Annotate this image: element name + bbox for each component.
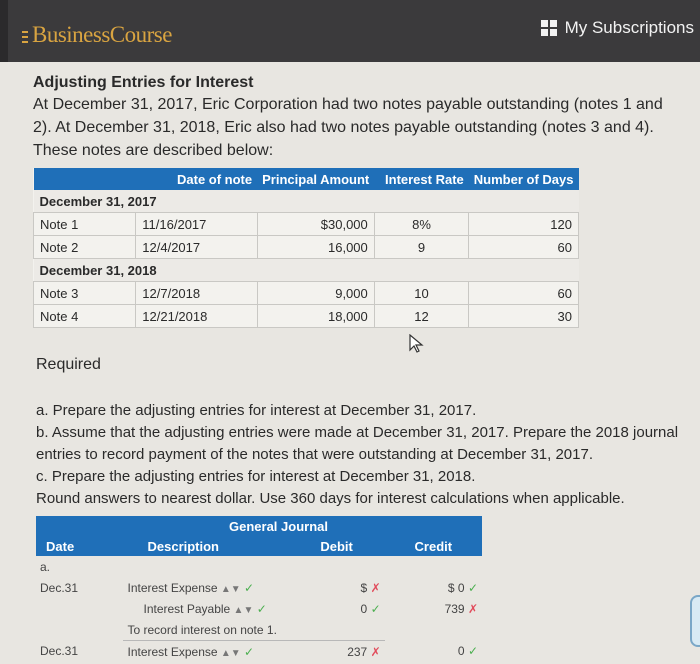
journal-credit-input[interactable] <box>385 641 482 663</box>
top-bar-edge <box>0 0 8 62</box>
journal-row <box>36 641 482 663</box>
problem-paragraph: At December 31, 2017, Eric Corporation had two notes payable outstanding (notes 1 and 2). At December 31, 2018, Eric also had two notes payable outstanding (notes 3 and 4). These notes are described below: <box>33 96 663 159</box>
instruction-round: Round answers to nearest dollar. Use 360 days for interest calculations when applicable. <box>36 490 625 507</box>
note-days: 30 <box>469 305 579 328</box>
note-principal: $30,000 <box>257 213 374 236</box>
note-name: Note 2 <box>34 236 136 259</box>
select-arrows-icon: ▲▼ <box>220 583 241 595</box>
instruction-c: c. Prepare the adjusting entries for interest at December 31, 2018. <box>36 468 476 485</box>
x-icon: ✗ <box>370 580 381 595</box>
group-row <box>34 190 579 213</box>
table-row <box>34 305 579 328</box>
journal-header-description: Description <box>123 536 288 556</box>
journal-account-select[interactable] <box>123 641 288 663</box>
note-days: 60 <box>469 236 579 259</box>
notes-header-row <box>34 168 579 190</box>
instructions <box>36 400 696 510</box>
check-icon: ✓ <box>467 580 478 595</box>
note-date: 11/16/2017 <box>136 213 257 236</box>
account-name: Interest Expense <box>127 580 218 595</box>
credit-value: 0 <box>457 644 465 659</box>
notes-header-days: Number of Days <box>469 168 579 190</box>
problem-title: Adjusting Entries for Interest <box>33 74 254 91</box>
journal-date-select[interactable]: Dec.31 <box>40 644 79 659</box>
note-rate: 12 <box>374 305 469 328</box>
journal-credit-input[interactable] <box>385 577 482 598</box>
journal-memo: To record interest on note 1. <box>123 619 384 641</box>
group-row <box>34 259 579 282</box>
x-icon: ✗ <box>370 644 381 659</box>
x-icon: ✗ <box>467 601 478 616</box>
debit-value: 237 <box>347 644 368 659</box>
note-rate: 8% <box>374 213 469 236</box>
journal-debit-input[interactable] <box>289 641 385 663</box>
check-icon: ✓ <box>244 580 255 595</box>
journal-row <box>36 598 482 619</box>
note-date: 12/7/2018 <box>136 282 257 305</box>
journal-debit-input[interactable] <box>289 577 385 598</box>
journal-section-label: a. <box>40 559 51 574</box>
instruction-a: a. Prepare the adjusting entries for interest at December 31, 2017. <box>36 402 477 419</box>
required-label: Required <box>36 356 101 373</box>
note-name: Note 1 <box>34 213 136 236</box>
journal-title: General Journal <box>36 516 482 536</box>
notes-header-principal: Principal Amount <box>257 168 374 190</box>
note-name: Note 3 <box>34 282 136 305</box>
journal-date-select[interactable] <box>36 598 123 619</box>
notes-header-empty <box>34 168 136 190</box>
note-rate: 10 <box>374 282 469 305</box>
notes-header-rate: Interest Rate <box>374 168 469 190</box>
note-principal: 9,000 <box>257 282 374 305</box>
credit-prefix: $ <box>447 580 455 595</box>
journal-date-select[interactable]: Dec.31 <box>40 580 79 595</box>
notes-table <box>33 168 579 328</box>
journal-header-date: Date <box>36 536 123 556</box>
my-subscriptions-link[interactable] <box>541 18 694 38</box>
scroll-handle[interactable] <box>690 595 700 647</box>
journal-memo-spacer <box>385 619 482 641</box>
note-days: 60 <box>469 282 579 305</box>
debit-value: 0 <box>360 601 368 616</box>
journal-header-debit: Debit <box>289 536 385 556</box>
check-icon: ✓ <box>256 601 267 616</box>
note-date: 12/4/2017 <box>136 236 257 259</box>
grid-icon <box>541 20 557 36</box>
journal-section-row <box>36 556 482 577</box>
journal-row <box>36 577 482 598</box>
check-icon: ✓ <box>467 644 478 659</box>
check-icon: ✓ <box>370 601 381 616</box>
note-name: Note 4 <box>34 305 136 328</box>
journal-account-select[interactable] <box>123 598 288 619</box>
table-row <box>34 282 579 305</box>
menu-icon[interactable] <box>22 28 28 46</box>
account-name: Interest Expense <box>127 644 218 659</box>
group-label: December 31, 2018 <box>34 259 579 282</box>
journal-memo-spacer <box>36 619 123 641</box>
journal-header-row <box>36 536 482 556</box>
group-label: December 31, 2017 <box>34 190 579 213</box>
account-name: Interest Payable <box>143 601 231 616</box>
mouse-cursor-icon <box>408 334 426 354</box>
note-rate: 9 <box>374 236 469 259</box>
table-row <box>34 236 579 259</box>
notes-header-date: Date of note <box>136 168 257 190</box>
note-principal: 18,000 <box>257 305 374 328</box>
general-journal-table <box>36 516 482 662</box>
select-arrows-icon: ▲▼ <box>233 604 254 616</box>
note-principal: 16,000 <box>257 236 374 259</box>
brand-logo[interactable] <box>22 22 172 48</box>
table-row <box>34 213 579 236</box>
journal-header-credit: Credit <box>385 536 482 556</box>
instruction-b: b. Assume that the adjusting entries were made at December 31, 2017. Prepare the 2018 journal entries to record payment of the notes that were outstanding at December 31, 2017. <box>36 424 679 463</box>
my-subscriptions-label: My Subscriptions <box>564 18 694 37</box>
select-arrows-icon: ▲▼ <box>220 647 241 659</box>
check-icon: ✓ <box>244 644 255 659</box>
note-days: 120 <box>469 213 579 236</box>
journal-account-select[interactable] <box>123 577 288 598</box>
credit-value: 0 <box>457 580 465 595</box>
problem-statement <box>33 72 683 162</box>
journal-title-row <box>36 516 482 536</box>
journal-debit-input[interactable] <box>289 598 385 619</box>
note-date: 12/21/2018 <box>136 305 257 328</box>
journal-credit-input[interactable] <box>385 598 482 619</box>
credit-value: 739 <box>444 601 465 616</box>
debit-prefix: $ <box>360 580 368 595</box>
top-bar <box>0 0 700 62</box>
brand-name: BusinessCourse <box>32 22 172 47</box>
journal-memo-row <box>36 619 482 641</box>
